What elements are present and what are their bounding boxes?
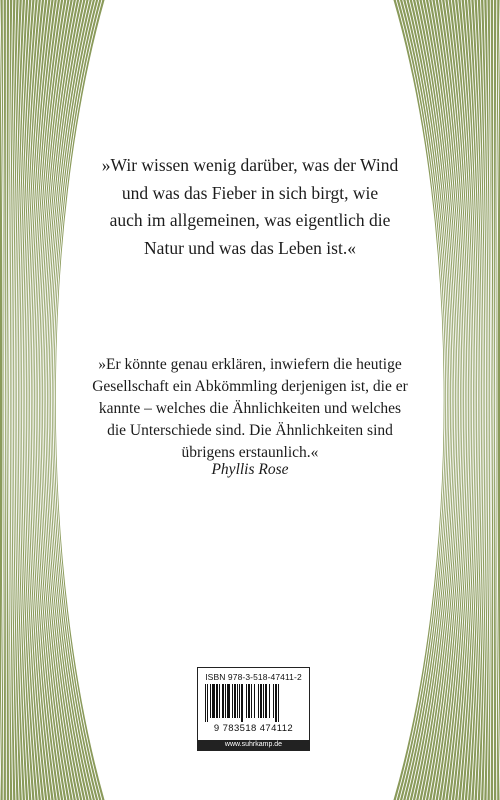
review-quote-line: »Er könnte genau erklären, inwiefern die heutige: [98, 356, 402, 373]
barcode-bar: [219, 684, 220, 718]
barcode-bar: [251, 684, 252, 718]
barcode-bar: [234, 684, 236, 718]
ean-barcode: [204, 684, 303, 722]
barcode-bar: [260, 684, 262, 718]
barcode-bar: [248, 684, 250, 718]
review-quote-line: Gesellschaft ein Abkömmling derjenigen ist, die er: [92, 378, 408, 395]
main-quote: [80, 152, 420, 262]
review-quote-line: übrigens erstaunlich.«: [181, 444, 319, 461]
barcode-bar: [227, 684, 230, 718]
isbn-label: ISBN 978-3-518-47411-2: [205, 672, 302, 682]
barcode-bar: [269, 684, 270, 718]
barcode-bar: [254, 684, 255, 718]
barcode-bar: [241, 684, 243, 722]
barcode-bar: [273, 684, 274, 718]
main-quote-line: auch im allgemeinen, was eigentlich die: [109, 210, 391, 230]
barcode-bar: [258, 684, 259, 718]
barcode-bar: [225, 684, 226, 718]
barcode-bar: [210, 684, 211, 718]
barcode-bar: [263, 684, 264, 718]
barcode-bar: [246, 684, 247, 718]
barcode-bar: [239, 684, 240, 718]
barcode-bar: [232, 684, 233, 718]
barcode-bar: [265, 684, 267, 718]
review-quote-line: kannte – welches die Ähnlichkeiten und welches: [98, 400, 402, 417]
review-quote: [84, 354, 416, 464]
publisher-website: www.suhrkamp.de: [198, 740, 309, 750]
barcode-bar: [216, 684, 218, 718]
barcode-block: [197, 667, 310, 751]
barcode-bar: [275, 684, 277, 722]
review-quote-line: die Unterschiede sind. Die Ähnlichkeiten sind: [107, 422, 393, 439]
main-quote-line: »Wir wissen wenig darüber, was der Wind: [101, 155, 399, 175]
barcode-bar: [205, 684, 206, 722]
barcode-bar: [207, 684, 208, 722]
barcode-bar: [278, 684, 279, 722]
barcode-bar: [237, 684, 238, 718]
quote-attribution: Phyllis Rose: [211, 461, 289, 478]
main-quote-line: Natur und was das Leben ist.«: [144, 237, 356, 258]
main-quote-line: und was das Fieber in sich birgt, wie: [121, 182, 379, 203]
barcode-bar: [212, 684, 215, 718]
ean-digits: 9 783518 474112: [213, 723, 294, 734]
barcode-bar: [222, 684, 224, 718]
